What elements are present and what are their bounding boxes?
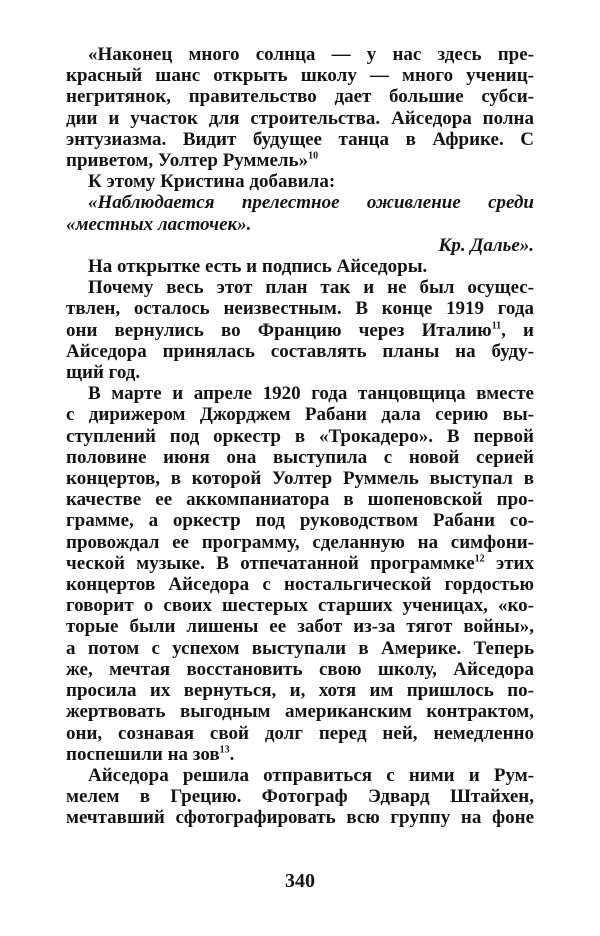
- postcard-note: На открытке есть и подпись Айседоры.: [88, 256, 428, 278]
- text-line: Айседора решила отправиться с ними и Рум-: [88, 764, 534, 786]
- intro-christine: К этому Кристина добавила:: [88, 171, 336, 193]
- text-line: с дирижером Джорджем Рабани дала серию вы-: [66, 404, 534, 426]
- text-line: а потом с успехом выступали в Америке. Теперь: [66, 637, 534, 659]
- letter-closing: приветом, Уолтер Руммель»: [66, 150, 309, 172]
- text-line: же, мечтая восстановить свою школу, Айседора: [66, 658, 534, 680]
- footnote-ref: 10: [308, 150, 319, 162]
- quote-signature: Кр. Дальe».: [438, 234, 534, 256]
- letter-line: дии и участок для строительства. Айседора полна: [66, 107, 534, 129]
- text-line: [66, 320, 534, 341]
- text-line: Айседора принялась составлять планы на буду-: [66, 340, 534, 362]
- text-line: мечтавший сфотографировать всю группу на фоне: [66, 807, 534, 829]
- page-body: [66, 44, 534, 829]
- footnote-ref: 11: [491, 320, 502, 332]
- christine-quote: [66, 192, 534, 256]
- text-fragment: .: [229, 743, 235, 765]
- text-line: концертов, в которой Уолтер Руммель выступал в: [66, 468, 534, 490]
- text-line: [66, 553, 534, 574]
- text-line: щий год.: [66, 362, 141, 384]
- text-line: Почему весь этот план так и не был осущес-: [88, 277, 534, 299]
- text-line: [66, 744, 534, 765]
- text-line: твлен, осталось неизвестным. В конце 1919 года: [66, 298, 534, 320]
- footnote-ref: 12: [474, 553, 485, 565]
- text-line: В марте и апреле 1920 года танцовщица вместе: [88, 383, 534, 405]
- text-line: жертвовать выгодным американским контрактом,: [66, 701, 534, 723]
- footnote-ref: 13: [219, 744, 230, 756]
- text-line: они, сознавая свой долг перед ней, немедленно: [66, 722, 534, 744]
- text-line: мелем в Грецию. Фотограф Эдвард Штайхен,: [66, 786, 534, 808]
- text-line: качестве ее аккомпаниатора в шопеновской про-: [66, 489, 534, 511]
- text-line: грамме, а оркестр под руководством Рабани со-: [66, 510, 534, 532]
- quote-line: «Наблюдается прелестное оживление среди: [88, 192, 534, 214]
- quote-line: «местных ласточек».: [66, 213, 252, 235]
- letter-line: красный шанс открыть школу — много учениц-: [66, 65, 534, 87]
- text-fragment: этих: [484, 552, 534, 574]
- text-fragment: , и: [501, 319, 535, 341]
- text-line: ступлений под оркестр в «Трокадеро». В первой: [66, 425, 534, 447]
- text-fragment: они вернулись во Францию через Италию: [66, 319, 492, 341]
- text-line: провождал ее программу, сделанную на симфони-: [66, 531, 534, 553]
- letter-line: энтузиазма. Видит будущее танца в Африке. С: [66, 128, 534, 150]
- text-line: концертов Айседора с ностальгической гордостью: [66, 574, 534, 596]
- text-line: торые были лишены ее забот из-за тягот войны»,: [66, 616, 534, 638]
- text-line: половине июня она выступила с новой серией: [66, 446, 534, 468]
- letter-line: негритянок, правительство дает большие субси-: [66, 86, 534, 108]
- paragraph-plan: [66, 277, 534, 383]
- letter-line: «Наконец много солнца — у нас здесь пре-: [88, 44, 534, 65]
- letter-quote: [66, 44, 534, 171]
- letter-line-last: [66, 150, 534, 171]
- text-line: просила их вернуться, и, хотя им пришлось по-: [66, 680, 534, 702]
- paragraph-concerts: [66, 383, 534, 765]
- page-number: 340: [285, 870, 315, 892]
- paragraph-greece: [66, 765, 534, 829]
- text-line: говорит о своих шестерых старших ученицах, «ко-: [66, 595, 534, 617]
- text-fragment: ческой музыке. В отпечатанной программке: [66, 552, 475, 574]
- text-fragment: поспешили на зов: [66, 743, 220, 765]
